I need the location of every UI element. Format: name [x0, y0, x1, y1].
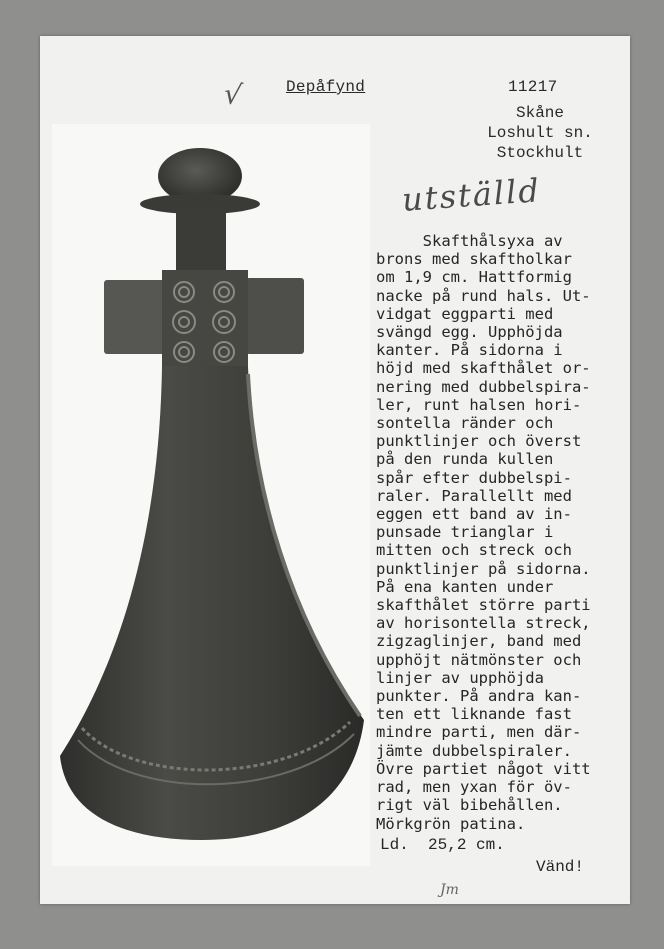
axe-photograph: [52, 124, 370, 866]
object-description: [376, 232, 630, 833]
description-line: om 1,9 cm. Hattformig: [376, 268, 572, 287]
description-line: punktlinjer och överst: [376, 432, 582, 451]
description-line: kanter. På sidorna i: [376, 341, 563, 360]
description-line: zigzaglinjer, band med: [376, 632, 582, 651]
description-line: svängd egg. Upphöjda: [376, 323, 563, 342]
description-line: raler. Parallellt med: [376, 486, 572, 505]
description-line: på den runda kullen: [376, 450, 554, 469]
description-line: sontella ränder och: [376, 414, 554, 433]
handwritten-note: utställd: [400, 171, 542, 219]
description-line: linjer av upphöjda: [376, 668, 544, 687]
bronze-axe-image: [52, 124, 370, 866]
description-line: rigt väl bibehållen.: [376, 796, 563, 815]
description-line: jämte dubbelspiraler.: [376, 741, 572, 760]
description-line: På ena kanten under: [376, 577, 554, 596]
description-line: nacke på rund hals. Ut-: [376, 286, 591, 305]
description-line: rad, men yxan för öv-: [376, 778, 572, 797]
description-line: vidgat eggparti med: [376, 304, 554, 323]
handwritten-initials: Jm: [440, 882, 459, 898]
length-measurement: Ld. 25,2 cm.: [380, 836, 505, 854]
description-line: av horisontella streck,: [376, 614, 591, 633]
description-line: Skafthålsyxa av: [376, 232, 563, 250]
description-line: höjd med skafthålet or-: [376, 359, 591, 378]
description-line: ler, runt halsen hori-: [376, 395, 582, 414]
location-site: Stockhult: [496, 144, 584, 162]
description-line: brons med skaftholkar: [376, 250, 572, 269]
catalog-number: 11217: [508, 78, 558, 96]
description-line: ten ett liknande fast: [376, 705, 572, 724]
turn-over-note: Vänd!: [536, 858, 585, 876]
description-line: Mörkgrön patina.: [376, 814, 526, 833]
description-line: nering med dubbelspira-: [376, 377, 591, 396]
description-line: mindre parti, men där-: [376, 723, 582, 742]
card-title: Depåfynd: [286, 78, 366, 96]
description-line: Övre partiet något vitt: [376, 759, 591, 778]
catalog-card: [40, 36, 630, 904]
description-line: punsade trianglar i: [376, 523, 554, 542]
check-mark: √: [221, 76, 245, 113]
location-parish: Loshult sn.: [487, 124, 593, 142]
description-line: skafthålet större parti: [376, 596, 591, 615]
description-line: mitten och streck och: [376, 541, 572, 560]
description-line: upphöjt nätmönster och: [376, 650, 582, 669]
location-province: Skåne: [515, 104, 564, 122]
description-line: punkter. På andra kan-: [376, 687, 582, 706]
description-line: eggen ett band av in-: [376, 505, 572, 524]
description-line: punktlinjer på sidorna.: [376, 559, 591, 578]
description-line: spår efter dubbelspi-: [376, 468, 572, 487]
